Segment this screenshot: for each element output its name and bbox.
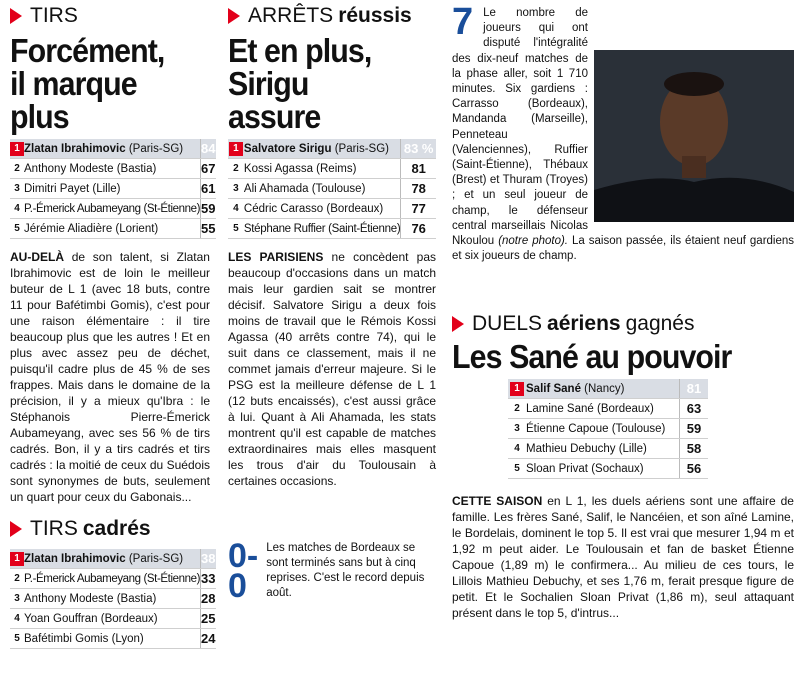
table-row: 3 Anthony Modeste (Bastia) 28	[10, 589, 216, 609]
table-row: 4 Cédric Carasso (Bordeaux) 77	[228, 199, 436, 219]
table-row: 4 P.-Émerick Aubameyang (St-Étienne) 59	[10, 199, 216, 219]
column-arrets	[228, 0, 436, 605]
headline-duels: Les Sané au pouvoir	[452, 338, 732, 375]
ranking-tirs	[10, 139, 216, 239]
section-tirs-cadres: TIRS cadrés	[10, 517, 210, 541]
article-tirs: AU-DELÀ de son talent, si Zlatan Ibrahimovic est de loin le meilleur buteur de L 1 (avec 18 buts, contre 11 pour Bafétimbi Gomis), c'est pour une raison élémentaire : il tire beaucoup plus que les autres ! Et en plus avec assez peu de déchet, puisqu'il cadre plus de 45 % de ses frappes. Mais dans le domaine de la précision, il y a mieux qu'Ibra : le Stéphanois Pierre-Émerick Aubameyang, avec ses 56 % de tirs cadrés. Bon, il y a tirs cadrés et tirs cadrés : la moitié de ceux du Suédois sont synonymes de buts, seulement un quart pour ceux du Gabonais...	[10, 250, 210, 504]
ranking-tirs-cadres	[10, 549, 216, 649]
table-row: 4 Yoan Gouffran (Bordeaux) 25	[10, 609, 216, 629]
column-tirs	[10, 0, 216, 649]
section-arrets: ARRÊTS réussis	[228, 4, 436, 28]
table-row: 5 Sloan Privat (Sochaux) 56	[508, 459, 708, 479]
photo-image	[594, 50, 794, 222]
table-row: 1 Salvatore Sirigu (Paris-SG) 83 %	[228, 139, 436, 159]
table-row: 3 Dimitri Payet (Lille) 61	[10, 179, 216, 199]
table-row: 3 Ali Ahamada (Toulouse) 78	[228, 179, 436, 199]
ranking-arrets	[228, 139, 436, 239]
stat-zero: 0-0 Les matches de Bordeaux se sont terminés sans but à cinq reprises. C'est le record depuis août.	[228, 537, 425, 605]
table-row: 5 Jérémie Aliadière (Lorient) 55	[10, 219, 216, 239]
article-arrets: LES PARISIENS ne concèdent pas beaucoup d'occasions dans un match mais leur gardien sait se montrer décisif. Salvatore Sirigu a deux fois moins de travail que le Rémois Kossi Agassa (40 arrêts contre 74), qui le suit dans ce classement, mais il ne commet jamais d'erreur majeure. Si le PSG est la meilleure défense de L 1 (12 buts encaissés), c'est aussi grâce à lui. Quant à Ali Ahamada, les stats montrent qu'il est capable de matches extraordinaires mais elles masquent les trous d'air du Toulousain à certaines occasions.	[228, 250, 436, 488]
section-duels: DUELS aériens gagnés	[452, 312, 794, 336]
table-row: 2 Kossi Agassa (Reims) 81	[228, 159, 436, 179]
article-duels: CETTE SAISON en L 1, les duels aériens sont une affaire de famille. Les frères Sané, Salif, le Nancéien, et son aîné Lamine, le Bordelais, dominent le top 5. Il est vrai que mesurer 1,94 m et 1,92 m peut aider. Le Toulousain et fan de basket Étienne Capoue (1,89 m) le confirmera... Au milieu de ces tours, le Lillois Mathieu Debuchy, et ses 1,76 m, ferait presque figure de petit. Et le Sochalien Sloan Privat (1,86 m), seul attaquant présent dans le top 5, d'intrus...	[452, 494, 794, 620]
headline-arrets: Et en plus, Sirigu assure	[228, 32, 372, 135]
table-row: 5 Bafétimbi Gomis (Lyon) 24	[10, 629, 216, 649]
triangle-icon	[228, 8, 240, 24]
section-tirs: TIRS	[10, 4, 210, 28]
table-row: 2 P.-Émerick Aubameyang (St-Étienne) 33	[10, 569, 216, 589]
table-row: 2 Anthony Modeste (Bastia) 67	[10, 159, 216, 179]
headline-tirs: Forcément, il marque plus	[10, 32, 165, 135]
triangle-icon	[10, 521, 22, 537]
table-row: 1 Salif Sané (Nancy) 81	[508, 379, 708, 399]
table-row: 2 Lamine Sané (Bordeaux) 63	[508, 399, 708, 419]
column-duels	[452, 308, 794, 621]
stat-seven-block: 7 Le nombre de joueurs qui ont disputé l'intégralité des dix-neuf matches de la phase aller, soit 1 710 minutes. Six gardiens : Carrasso (Bordeaux), Mandanda (Marseille), Penneteau (Valenciennes), Ruffier (Saint-Étienne), Thébaux (Brest) et Thuram (Troyes) ; et un seul joueur de champ, le défenseur central marseillais Nicolas Nkoulou (notre photo). La saison passée, ils étaient neuf gardiens et six joueurs de champ.	[452, 1, 795, 263]
table-row: 3 Étienne Capoue (Toulouse) 59	[508, 419, 708, 439]
ranking-duels	[508, 379, 708, 479]
triangle-icon	[10, 8, 22, 24]
table-row: 5 Stéphane Ruffier (Saint-Étienne) 76	[228, 219, 436, 239]
triangle-icon	[452, 316, 464, 332]
table-row: 1 Zlatan Ibrahimovic (Paris-SG) 38	[10, 549, 216, 569]
table-row: 4 Mathieu Debuchy (Lille) 58	[508, 439, 708, 459]
player-photo	[594, 50, 794, 222]
table-row: 1 Zlatan Ibrahimovic (Paris-SG) 84	[10, 139, 216, 159]
